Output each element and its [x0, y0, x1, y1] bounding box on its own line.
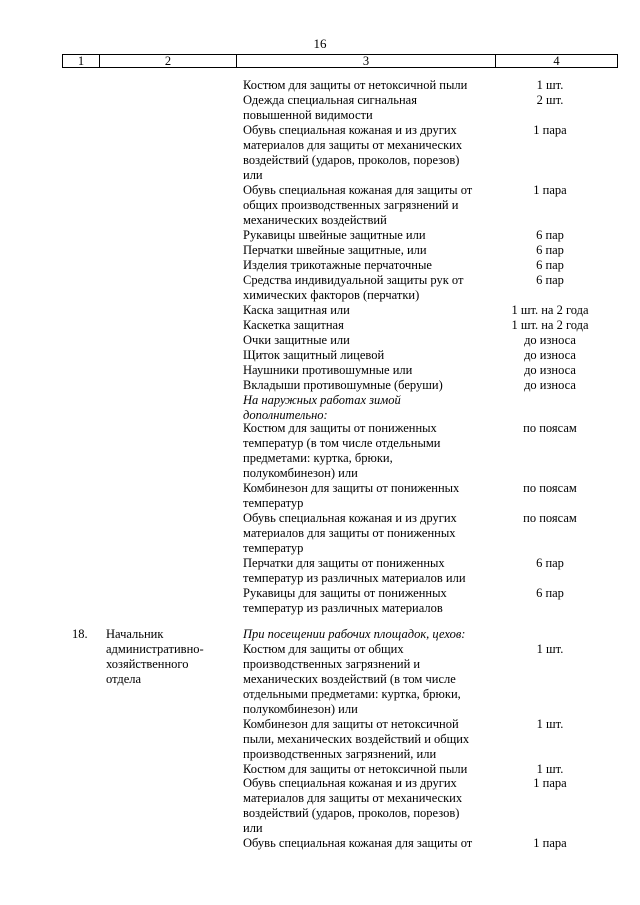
ppe-item-text: полукомбинезон) или	[243, 466, 358, 480]
ppe-item-text: Каска защитная или	[243, 303, 350, 317]
ppe-item-text: Костюм для защиты от общих	[243, 642, 404, 656]
position-title: отдела	[106, 672, 142, 686]
ppe-item-text: или	[243, 168, 263, 182]
ppe-item-text: воздействий (ударов, проколов, порезов)	[243, 806, 460, 820]
ppe-item-text: воздействий (ударов, проколов, порезов)	[243, 153, 460, 167]
ppe-item-text: Перчатки швейные защитные, или	[243, 243, 427, 257]
ppe-item-text: общих производственных загрязнений и	[243, 198, 459, 212]
ppe-item-text: температур	[243, 541, 304, 555]
ppe-item-text: Рукавицы швейные защитные или	[243, 228, 426, 242]
ppe-item-text: Обувь специальная кожаная и из других	[243, 776, 457, 790]
ppe-item-text: Наушники противошумные или	[243, 363, 413, 377]
ppe-item-text: Обувь специальная кожаная и из других	[243, 123, 457, 137]
ppe-item-text: температур из различных материалов	[243, 601, 443, 615]
ppe-item-text: Перчатки для защиты от пониженных	[243, 556, 445, 570]
column-header-2: 2	[100, 55, 237, 68]
ppe-item-text: Обувь специальная кожаная и из других	[243, 511, 457, 525]
position-title: хозяйственного	[106, 657, 189, 671]
ppe-item-text: дополнительно:	[243, 408, 328, 422]
ppe-item-text: Рукавицы для защиты от пониженных	[243, 586, 447, 600]
ppe-item-text: Средства индивидуальной защиты рук от	[243, 273, 464, 287]
page-number: 16	[313, 36, 327, 51]
ppe-quantity: 6 пар	[536, 586, 564, 600]
ppe-quantity: 1 шт. на 2 года	[511, 303, 589, 317]
ppe-item-text: материалов для защиты от механических	[243, 138, 463, 152]
ppe-quantity: до износа	[524, 348, 576, 362]
ppe-item-text: Костюм для защиты от пониженных	[243, 421, 437, 435]
ppe-quantity: 6 пар	[536, 228, 564, 242]
ppe-item-text: повышенной видимости	[243, 108, 373, 122]
ppe-quantity: 1 пара	[533, 123, 567, 137]
ppe-item-text: производственных загрязнений и	[243, 657, 421, 671]
ppe-item-text: химических факторов (перчатки)	[243, 288, 420, 302]
ppe-item-text: или	[243, 821, 263, 835]
ppe-item-text: температур из различных материалов или	[243, 571, 466, 585]
row-number: 18.	[72, 627, 88, 641]
ppe-quantity: до износа	[524, 378, 576, 392]
ppe-item-text: производственных загрязнений, или	[243, 747, 437, 761]
ppe-item-text: температур (в том числе отдельными	[243, 436, 441, 450]
ppe-quantity: по поясам	[523, 421, 577, 435]
ppe-quantity: 6 пар	[536, 243, 564, 257]
ppe-quantity: 1 шт.	[536, 78, 564, 92]
ppe-item-text: Очки защитные или	[243, 333, 350, 347]
ppe-item-text: полукомбинезон) или	[243, 702, 358, 716]
ppe-item-text: Обувь специальная кожаная для защиты от	[243, 836, 473, 850]
ppe-item-text: предметами: куртка, брюки,	[243, 451, 393, 465]
ppe-item-text: Одежда специальная сигнальная	[243, 93, 417, 107]
ppe-item-text: При посещении рабочих площадок, цехов:	[243, 627, 466, 641]
ppe-item-text: Обувь специальная кожаная для защиты от	[243, 183, 473, 197]
ppe-item-text: Каскетка защитная	[243, 318, 344, 332]
ppe-quantity: 1 пара	[533, 776, 567, 790]
position-title: Начальник	[106, 627, 164, 641]
ppe-item-text: пыли, механических воздействий и общих	[243, 732, 470, 746]
ppe-quantity: по поясам	[523, 481, 577, 495]
ppe-quantity: до износа	[524, 333, 576, 347]
ppe-quantity: 6 пар	[536, 556, 564, 570]
ppe-quantity: 1 пара	[533, 183, 567, 197]
ppe-item-text: Комбинезон для защиты от нетоксичной	[243, 717, 459, 731]
ppe-item-text: Вкладыши противошумные (беруши)	[243, 378, 443, 392]
ppe-item-text: материалов для защиты от механических	[243, 791, 463, 805]
ppe-quantity: 1 пара	[533, 836, 567, 850]
ppe-item-text: механических воздействий	[243, 213, 387, 227]
ppe-quantity: 1 шт. на 2 года	[511, 318, 589, 332]
ppe-quantity: 1 шт.	[536, 762, 564, 776]
column-header-table	[62, 54, 618, 68]
ppe-item-text: Костюм для защиты от нетоксичной пыли	[243, 78, 468, 92]
ppe-item-text: Комбинезон для защиты от пониженных	[243, 481, 460, 495]
column-header-3: 3	[237, 55, 496, 68]
ppe-quantity: 2 шт.	[536, 93, 564, 107]
ppe-quantity: по поясам	[523, 511, 577, 525]
ppe-item-text: На наружных работах зимой	[243, 393, 401, 407]
column-header-1: 1	[63, 55, 100, 68]
position-title: административно-	[106, 642, 204, 656]
ppe-item-text: температур	[243, 496, 304, 510]
column-header-4: 4	[496, 55, 618, 68]
ppe-quantity: 1 шт.	[536, 642, 564, 656]
ppe-quantity: 1 шт.	[536, 717, 564, 731]
ppe-item-text: отдельными предметами: куртка, брюки,	[243, 687, 461, 701]
ppe-item-text: Изделия трикотажные перчаточные	[243, 258, 432, 272]
ppe-item-text: механических воздействий (в том числе	[243, 672, 456, 686]
ppe-item-text: материалов для защиты от пониженных	[243, 526, 456, 540]
ppe-item-text: Костюм для защиты от нетоксичной пыли	[243, 762, 468, 776]
ppe-quantity: 6 пар	[536, 258, 564, 272]
ppe-quantity: 6 пар	[536, 273, 564, 287]
ppe-item-text: Щиток защитный лицевой	[243, 348, 385, 362]
ppe-quantity: до износа	[524, 363, 576, 377]
